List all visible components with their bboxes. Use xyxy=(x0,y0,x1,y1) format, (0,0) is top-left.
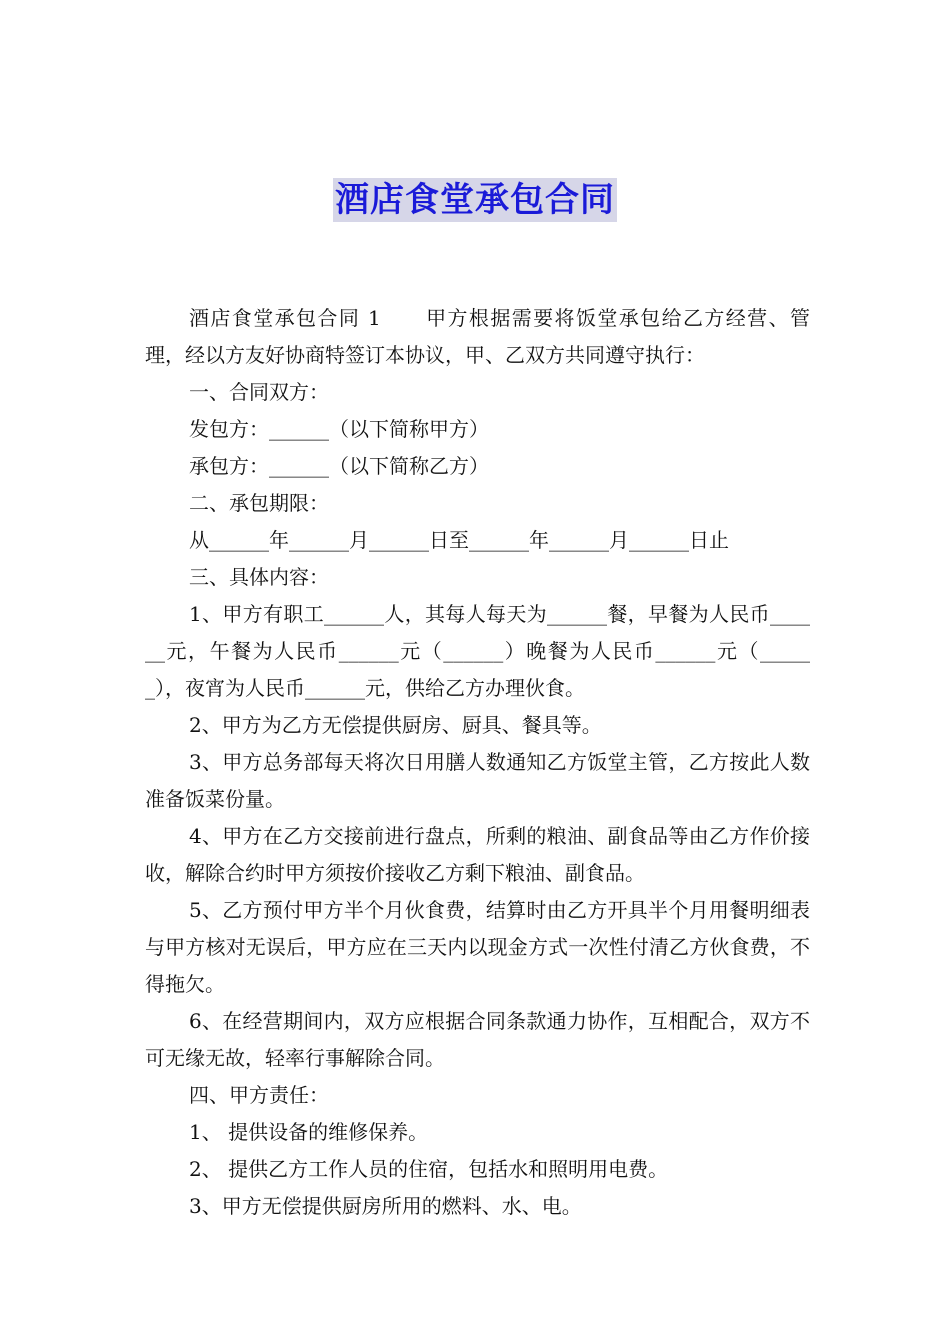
section-heading-party-a-duties: 四、甲方责任： xyxy=(189,1083,329,1107)
paragraph-content-4: 4、甲方在乙方交接前进行盘点，所剩的粮油、副食品等由乙方作价接收，解除合约时甲方须按价接收乙方剩下粮油、副食品。 xyxy=(145,824,810,885)
paragraph-duty-2: 2、 提供乙方工作人员的住宿，包括水和照明用电费。 xyxy=(189,1157,669,1181)
paragraph-duty-3: 3、甲方无偿提供厨房所用的燃料、水、电。 xyxy=(189,1194,582,1218)
intro-heading: 酒店食堂承包合同 1 xyxy=(189,306,381,330)
paragraph-party-a: 发包方：______（以下简称甲方） xyxy=(189,417,489,441)
section-heading-content: 三、具体内容： xyxy=(189,565,329,589)
section-heading-term: 二、承包期限： xyxy=(189,491,329,515)
paragraph-content-2: 2、甲方为乙方无偿提供厨房、厨具、餐具等。 xyxy=(189,713,602,737)
document-body xyxy=(145,300,810,1225)
paragraph-term-dates: 从______年______月______日至______年______月______日止 xyxy=(189,528,729,552)
paragraph-content-1: 1、甲方有职工______人，其每人每天为______餐，早餐为人民币______元，午餐为人民币______元（______）晚餐为人民币______元（______），夜宵为人民币______元，供给乙方办理伙食。 xyxy=(145,602,810,700)
paragraph-content-6: 6、在经营期间内，双方应根据合同条款通力协作，互相配合，双方不可无缘无故，轻率行事解除合同。 xyxy=(145,1009,810,1070)
section-heading-parties: 一、合同双方： xyxy=(189,380,329,404)
document-title xyxy=(0,178,950,222)
intro-text: 甲方根据需要将饭堂承包给乙方经营、管理，经以方友好协商特签订本协议，甲、乙双方共同遵守执行： xyxy=(145,306,810,367)
paragraph-content-5: 5、乙方预付甲方半个月伙食费，结算时由乙方开具半个月用餐明细表与甲方核对无误后，甲方应在三天内以现金方式一次性付清乙方伙食费，不得拖欠。 xyxy=(145,898,810,996)
paragraph-party-b: 承包方：______（以下简称乙方） xyxy=(189,454,489,478)
document-title-text: 酒店食堂承包合同 xyxy=(335,180,615,220)
paragraph-content-3: 3、甲方总务部每天将次日用膳人数通知乙方饭堂主管，乙方按此人数准备饭菜份量。 xyxy=(145,750,810,811)
paragraph-intro xyxy=(145,300,810,374)
paragraph-duty-1: 1、 提供设备的维修保养。 xyxy=(189,1120,429,1144)
